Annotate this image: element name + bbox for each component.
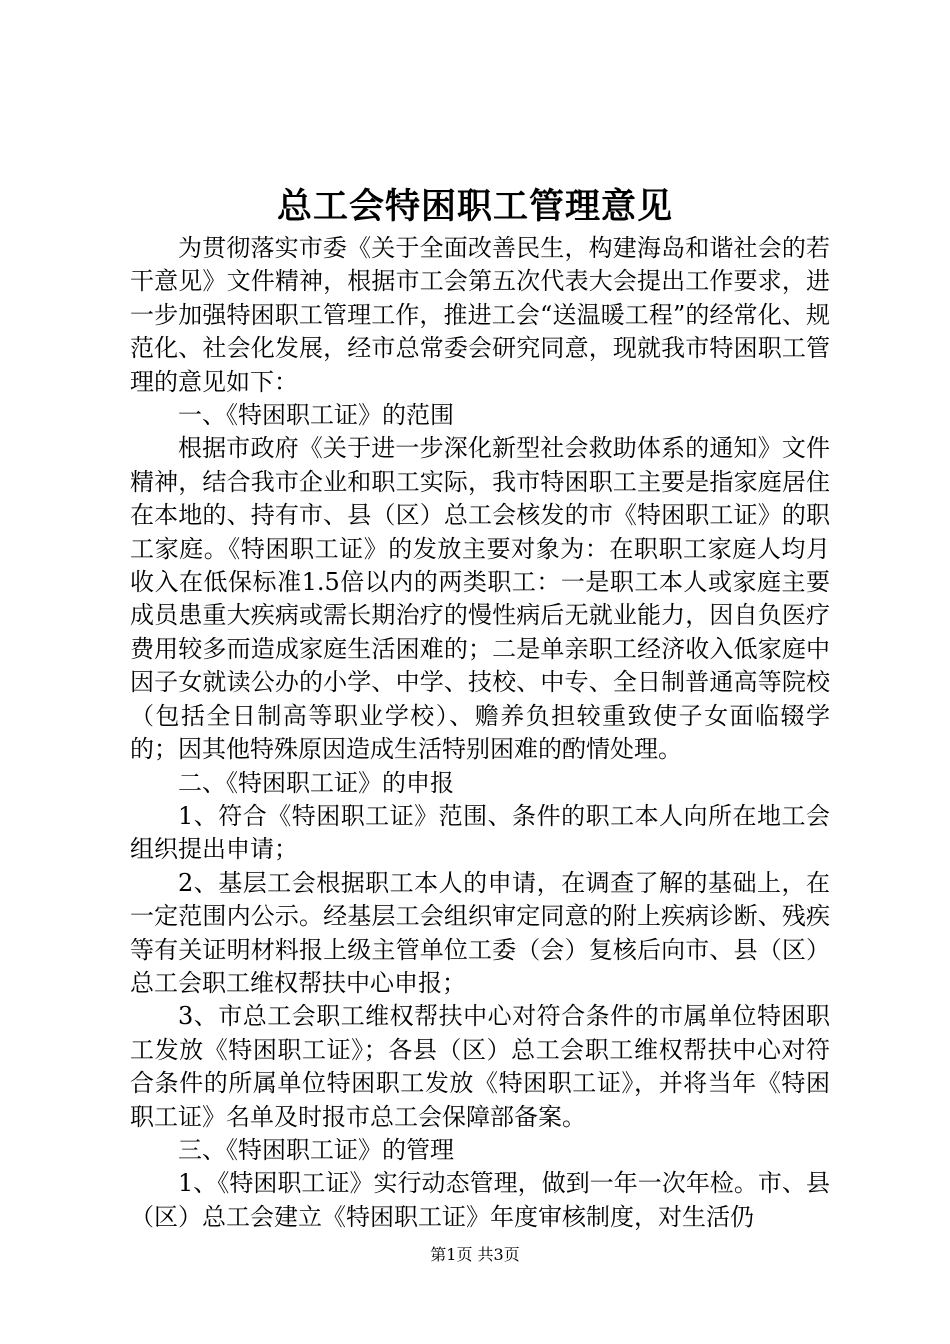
intro-paragraph: 为贯彻落实市委《关于全面改善民生，构建海岛和谐社会的若干意见》文件精神，根据市工会第五次代表大会提出工作要求，进一步加强特困职工管理工作，推进工会“送温暖工程”的经常化、规范化、社会化发展，经市总常委会研究同意，现就我市特困职工管理的意见如下： — [130, 234, 830, 396]
document-body — [130, 232, 830, 1234]
management-item-1: 1、《特困职工证》实行动态管理，做到一年一次年检。市、县（区）总工会建立《特困职工证》年度审核制度，对生活仍 — [130, 1169, 830, 1231]
application-item-1: 1、符合《特困职工证》范围、条件的职工本人向所在地工会组织提出申请； — [130, 801, 830, 864]
document-title: 总工会特困职工管理意见 — [276, 186, 673, 227]
section-heading-management: 三、《特困职工证》的管理 — [178, 1135, 454, 1164]
scope-paragraph: 根据市政府《关于进一步深化新型社会救助体系的通知》文件精神，结合我市企业和职工实际，我市特困职工主要是指家庭居住在本地的、持有市、县（区）总工会核发的市《特困职工证》的职工家庭。《特困职工证》的发放主要对象为：在职职工家庭人均月收入在低保标准1.5倍以内的两类职工：一是职工本人或家庭主要成员患重大疾病或需长期治疗的慢性病后无就业能力，因自负医疗费用较多而造成家庭生活困难的；二是单亲职工经济收入低家庭中因子女就读公办的小学、中学、技校、中专、全日制普通高等院校（包括全日制高等职业学校）、赡养负担较重致使子女面临辍学的；因其他特殊原因造成生活特别困难的酌情处理。 — [130, 434, 830, 764]
page-footer: 第1页 共3页 — [430, 1245, 520, 1264]
section-heading-scope: 一、《特困职工证》的范围 — [178, 401, 454, 430]
application-item-3: 3、市总工会职工维权帮扶中心对符合条件的市属单位特困职工发放《特困职工证》；各县（区）总工会职工维权帮扶中心对符合条件的所属单位特困职工发放《特困职工证》，并将当年《特困职工证》名单及时报市总工会保障部备案。 — [130, 1002, 830, 1131]
application-item-2: 2、基层工会根据职工本人的申请，在调查了解的基础上，在一定范围内公示。经基层工会组织审定同意的附上疾病诊断、残疾等有关证明材料报上级主管单位工委（会）复核后向市、县（区）总工会职工维权帮扶中心申报； — [130, 868, 830, 997]
section-heading-application: 二、《特困职工证》的申报 — [178, 768, 454, 797]
